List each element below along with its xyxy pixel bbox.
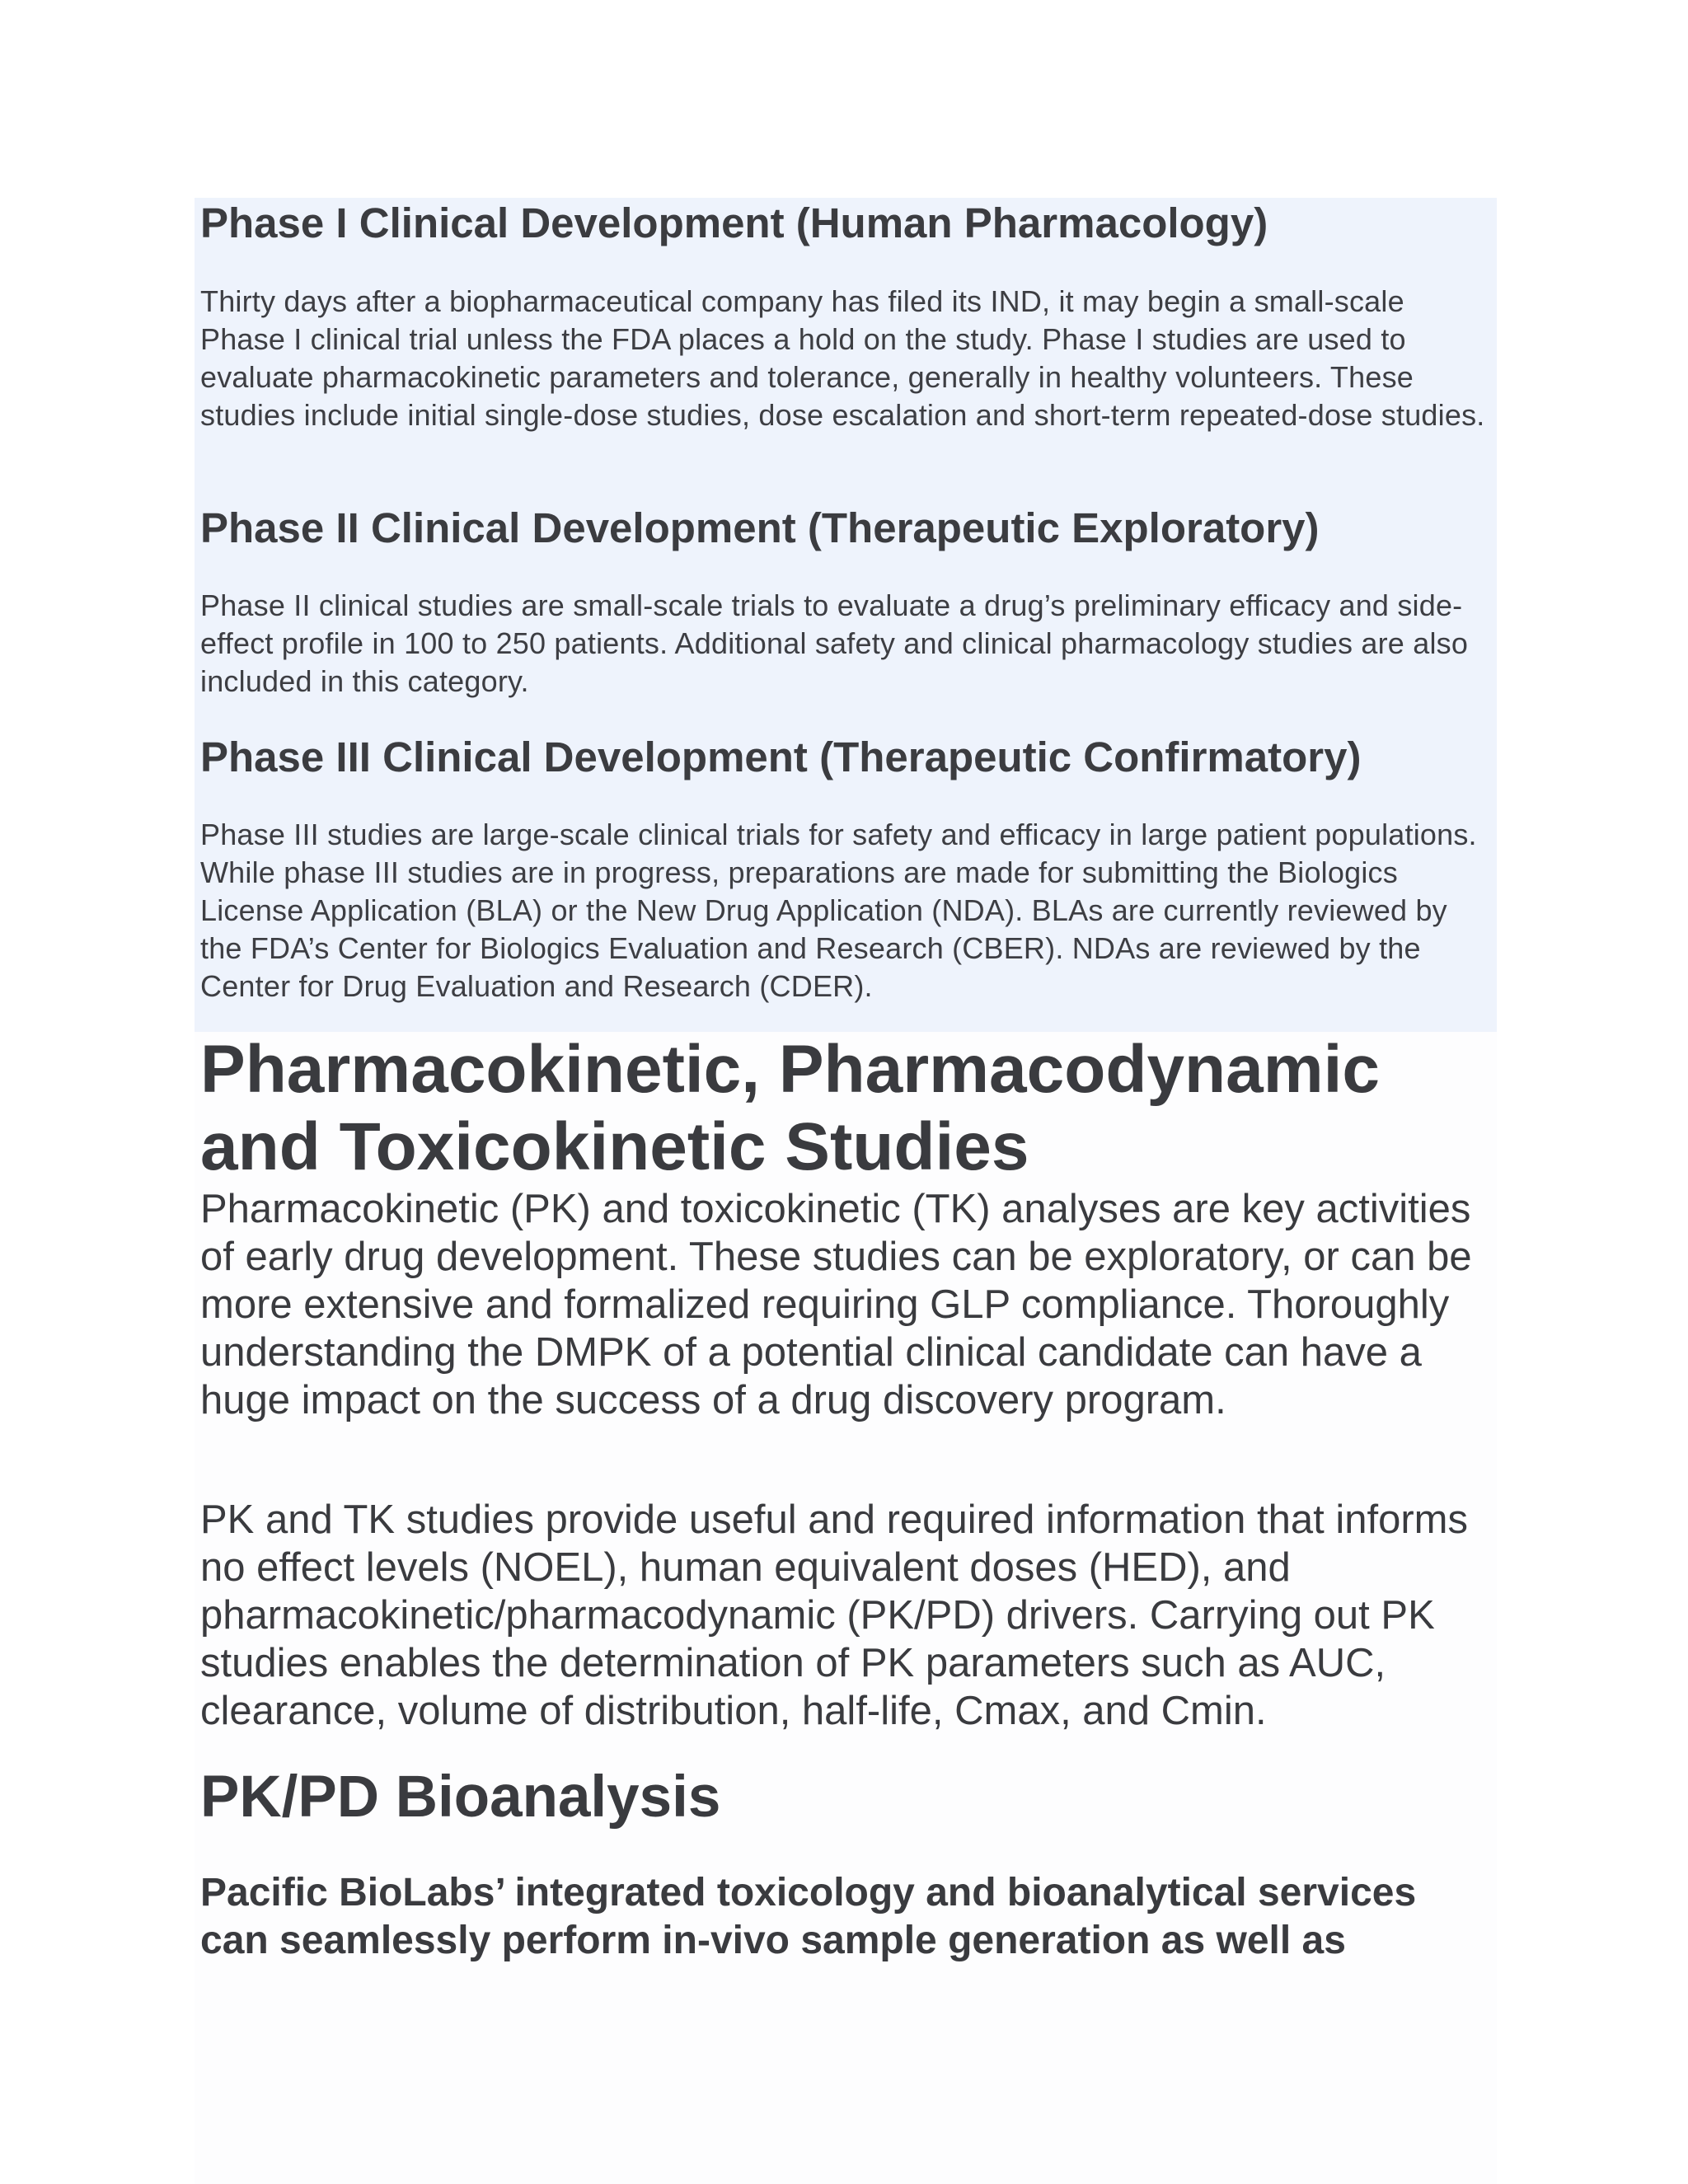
phase-2-heading: Phase II Clinical Development (Therapeutic Exploratory): [200, 504, 1320, 551]
bioanalysis-heading: PK/PD Bioanalysis: [200, 1765, 721, 1830]
phase-3-body: Phase III studies are large-scale clinical trials for safety and efficacy in large patient populations. While phase III studies are in progress, preparations are made for submitting the Biologics License Application (BLA) or the New Drug Application (NDA). BLAs are currently reviewed by the FDA’s Center for Biologics Evaluation and Research (CBER). NDAs are reviewed by the Center for Drug Evaluation and Research (CDER).: [200, 818, 1477, 1003]
bioanalysis-lead: Pacific BioLabs’ integrated toxicology and bioanalytical services can seamlessly perform in-vivo sample generation as well as: [200, 1871, 1417, 1962]
pk-paragraph-1: Pharmacokinetic (PK) and toxicokinetic (TK) analyses are key activities of early drug development. These studies can be exploratory, or can be more extensive and formalized requiring GLP compliance. Thoroughly understanding the DMPK of a potential clinical candidate can have a huge impact on the success of a drug discovery program.: [200, 1187, 1472, 1422]
phase-3-heading: Phase III Clinical Development (Therapeutic Confirmatory): [200, 733, 1362, 780]
pk-section-heading: Pharmacokinetic, Pharmacodynamic and Toxicokinetic Studies: [200, 1032, 1381, 1184]
phase-1-body: Thirty days after a biopharmaceutical company has filed its IND, it may begin a small-scale Phase I clinical trial unless the FDA places a hold on the study. Phase I studies are used to evaluate pharmacokinetic parameters and tolerance, generally in healthy volunteers. These studies include initial single-dose studies, dose escalation and short-term repeated-dose studies.: [200, 284, 1485, 432]
phase-1-heading: Phase I Clinical Development (Human Pharmacology): [200, 199, 1268, 246]
pk-paragraph-2: PK and TK studies provide useful and required information that informs no effect levels (NOEL), human equivalent doses (HED), and pharmacokinetic/pharmacodynamic (PK/PD) drivers. Carrying out PK studies enables the determination of PK parameters such as AUC, clearance, volume of distribution, half-life, Cmax, and Cmin.: [200, 1497, 1468, 1733]
phase-2-body: Phase II clinical studies are small-scale trials to evaluate a drug’s preliminary efficacy and side-effect profile in 100 to 250 patients. Additional safety and clinical pharmacology studies are also included in this category.: [200, 588, 1469, 698]
